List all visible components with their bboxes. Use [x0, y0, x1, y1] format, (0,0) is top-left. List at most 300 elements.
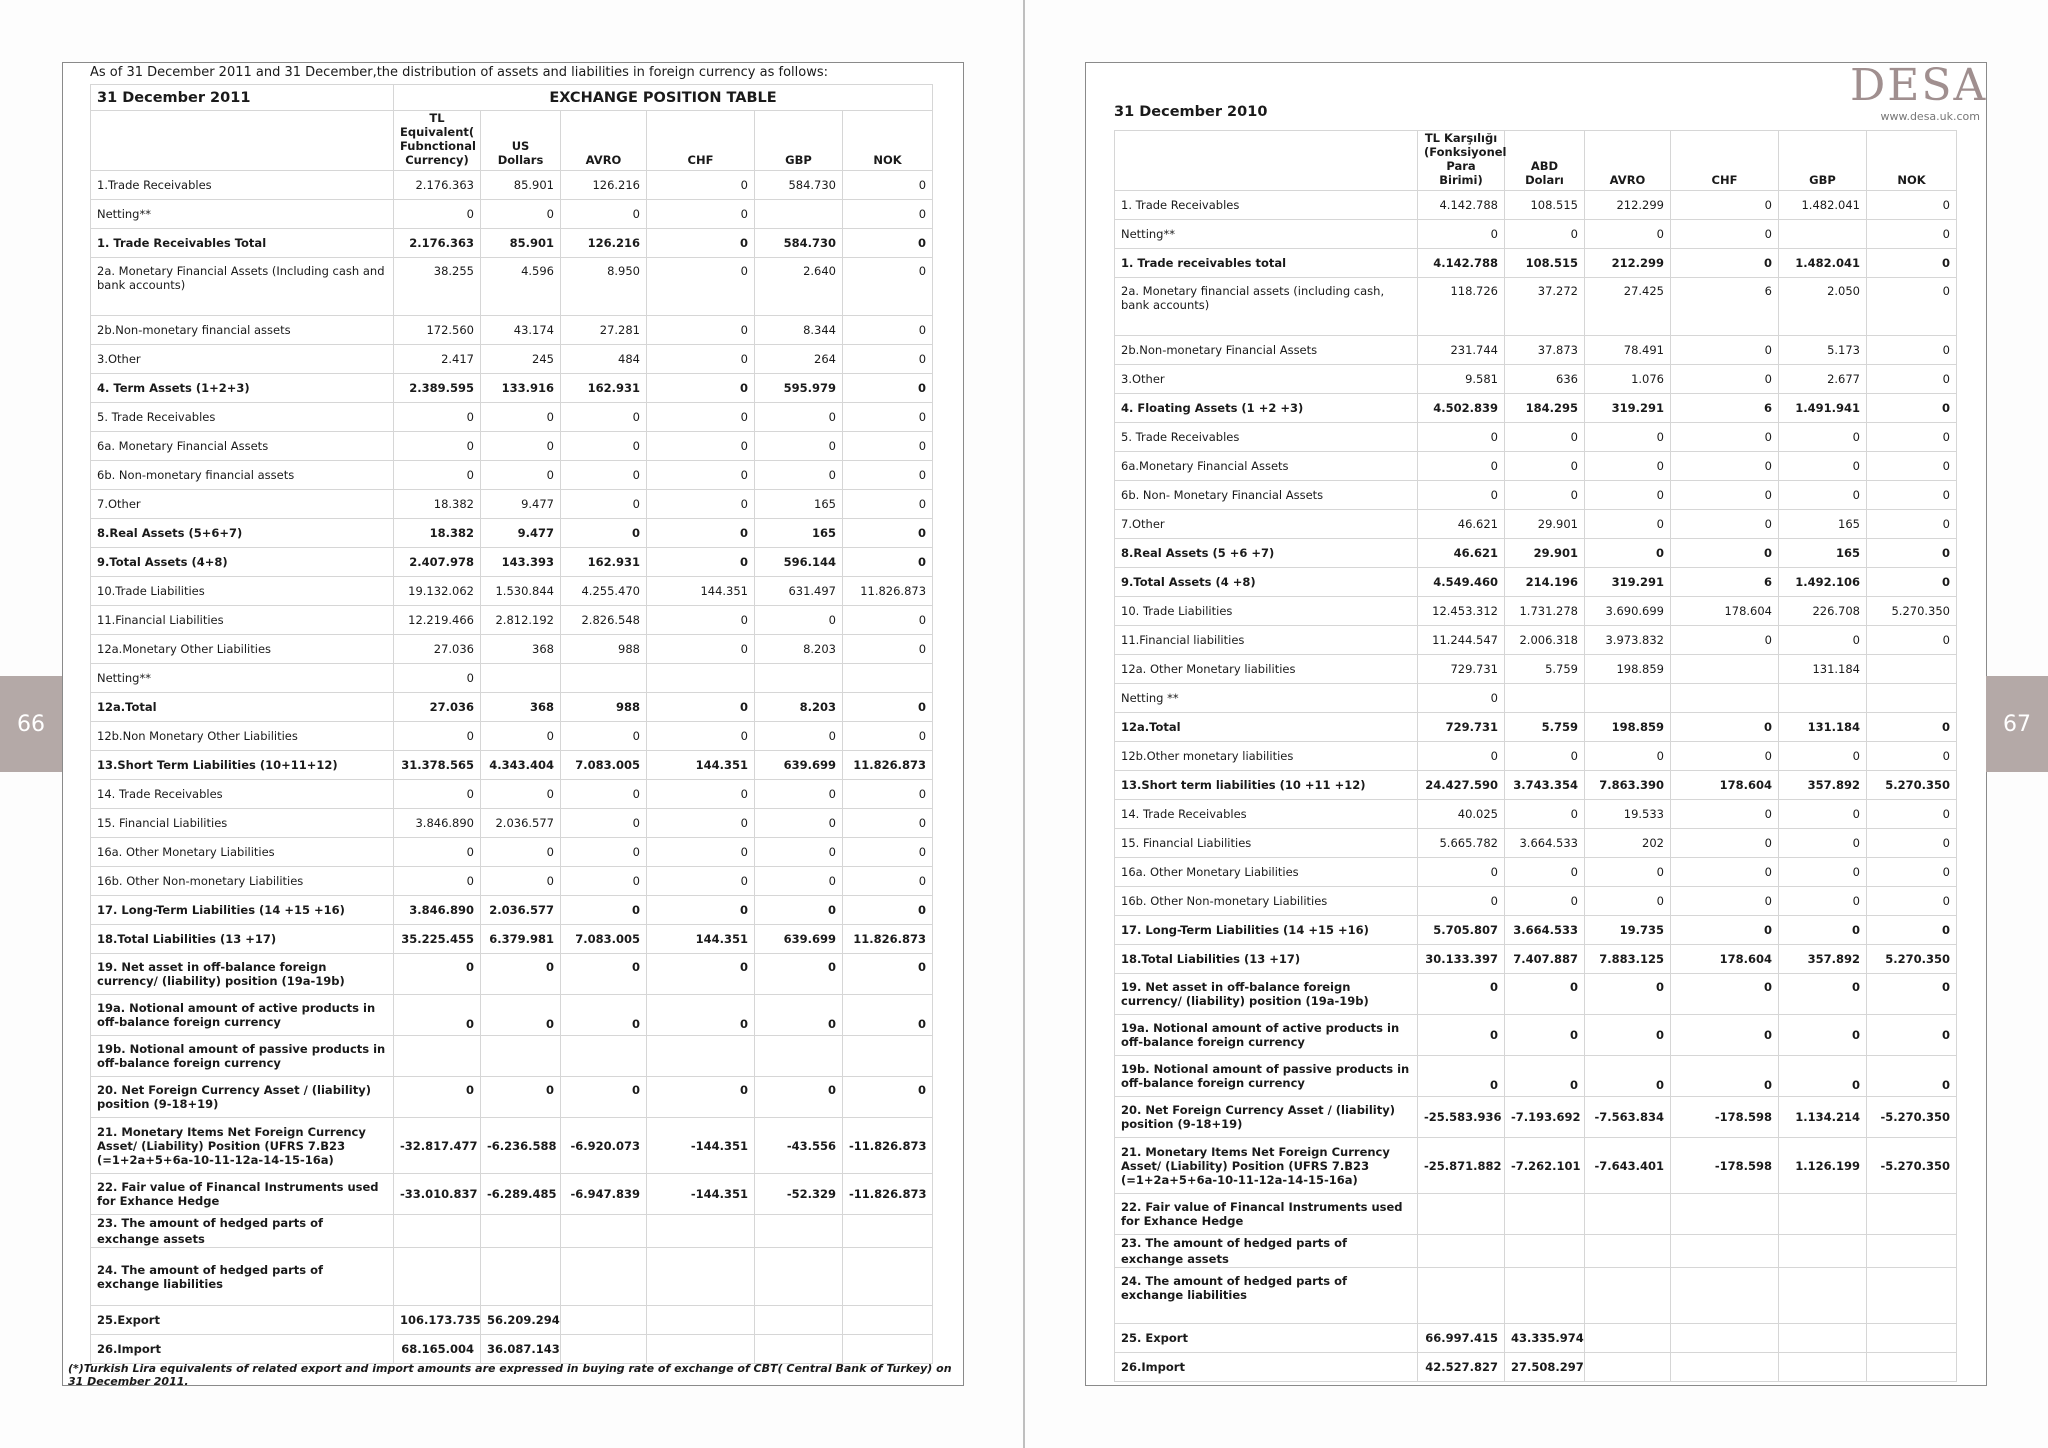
row-label: 2b.Non-monetary Financial Assets [1115, 336, 1418, 365]
row-label: 16b. Other Non-monetary Liabilities [1115, 887, 1418, 916]
table-row [1115, 191, 1957, 220]
row-label: 16a. Other Monetary Liabilities [91, 838, 394, 867]
table-cell: -11.826.873 [843, 1118, 933, 1174]
table-row [91, 954, 933, 995]
table-row [91, 995, 933, 1036]
table-row [1115, 1324, 1957, 1353]
table-cell: 0 [1671, 742, 1779, 771]
row-label: 21. Monetary Items Net Foreign Currency Asset/ (Liability) Position (UFRS 7.B23 (=1+2a+5+6a-10-11-12a-14-15-16a) [1115, 1138, 1418, 1194]
table-cell [394, 1036, 481, 1077]
table-cell: 0 [394, 867, 481, 896]
table-cell: 0 [647, 490, 755, 519]
table-cell: 0 [561, 809, 647, 838]
table-cell: 1.492.106 [1779, 568, 1867, 597]
table-cell: 0 [1671, 539, 1779, 568]
row-label: 3.Other [91, 345, 394, 374]
table-cell: 12.219.466 [394, 606, 481, 635]
table-cell: 729.731 [1418, 655, 1505, 684]
table-cell: 0 [1779, 974, 1867, 1015]
table-cell: 3.690.699 [1585, 597, 1671, 626]
table-cell: 0 [1867, 626, 1957, 655]
table-cell: 0 [647, 171, 755, 200]
row-label: 19. Net asset in off-balance foreign currency/ (liability) position (19a-19b) [91, 954, 394, 995]
table-cell: 30.133.397 [1418, 945, 1505, 974]
table-cell [1585, 1268, 1671, 1324]
table-cell: 0 [561, 954, 647, 995]
table-cell: 0 [1671, 887, 1779, 916]
table-cell: 0 [1867, 278, 1957, 336]
table-cell: 0 [481, 461, 561, 490]
table-cell: 0 [1585, 1015, 1671, 1056]
table-cell: 0 [647, 316, 755, 345]
table-cell: 0 [843, 606, 933, 635]
row-label: 25.Export [91, 1306, 394, 1335]
table-cell: -144.351 [647, 1118, 755, 1174]
table-cell: 18.382 [394, 519, 481, 548]
page-number-right: 67 [1986, 676, 2048, 772]
table-row [91, 809, 933, 838]
table-row [91, 722, 933, 751]
table-row [91, 432, 933, 461]
table-cell: 8.203 [755, 693, 843, 722]
table-cell: 0 [1867, 249, 1957, 278]
row-label: 7.Other [91, 490, 394, 519]
table-cell: 2.006.318 [1505, 626, 1585, 655]
table-cell [843, 1335, 933, 1364]
table-cell: 4.142.788 [1418, 249, 1505, 278]
table-cell: 264 [755, 345, 843, 374]
table-cell: 0 [755, 896, 843, 925]
table-cell: 8.950 [561, 258, 647, 316]
table-row [1115, 568, 1957, 597]
table-row [1115, 597, 1957, 626]
table-row [91, 519, 933, 548]
table-cell: 11.826.873 [843, 751, 933, 780]
row-label: 23. The amount of hedged parts of exchange assets [91, 1215, 394, 1248]
table-cell [481, 1248, 561, 1306]
table-cell: 8.344 [755, 316, 843, 345]
table-row [1115, 684, 1957, 713]
table-cell: 0 [843, 995, 933, 1036]
table-cell: 2.176.363 [394, 171, 481, 200]
table-cell: 0 [394, 200, 481, 229]
row-label: 18.Total Liabilities (13 +17) [91, 925, 394, 954]
table-cell: 11.244.547 [1418, 626, 1505, 655]
table-cell: 1.482.041 [1779, 249, 1867, 278]
table-cell: -43.556 [755, 1118, 843, 1174]
table-cell: 226.708 [1779, 597, 1867, 626]
table-cell: 0 [843, 171, 933, 200]
table-row [1115, 974, 1957, 1015]
table-cell: 0 [1867, 1015, 1957, 1056]
table-cell [1867, 1268, 1957, 1324]
row-label: 8.Real Assets (5 +6 +7) [1115, 539, 1418, 568]
table-cell: 7.083.005 [561, 751, 647, 780]
table-cell [1671, 1268, 1779, 1324]
row-label: 26.Import [1115, 1353, 1418, 1382]
table-cell: 198.859 [1585, 713, 1671, 742]
table-cell: 0 [394, 461, 481, 490]
table-cell: 0 [1585, 742, 1671, 771]
table-cell: 3.664.533 [1505, 829, 1585, 858]
table-cell: 0 [647, 954, 755, 995]
table-cell: 0 [647, 200, 755, 229]
table-cell: 0 [1671, 191, 1779, 220]
table-cell: 0 [1779, 742, 1867, 771]
row-label: 6a.Monetary Financial Assets [1115, 452, 1418, 481]
table-cell [1779, 1235, 1867, 1268]
table-cell: -6.289.485 [481, 1174, 561, 1215]
table-cell: 24.427.590 [1418, 771, 1505, 800]
row-label: 9.Total Assets (4 +8) [1115, 568, 1418, 597]
table-row [91, 345, 933, 374]
table-cell [755, 1036, 843, 1077]
table-cell: 27.508.297 [1505, 1353, 1585, 1382]
table-cell [843, 664, 933, 693]
table-cell: 0 [561, 403, 647, 432]
table-cell: 0 [647, 867, 755, 896]
table-cell: 631.497 [755, 577, 843, 606]
table-cell: 0 [1671, 1015, 1779, 1056]
table-cell: 126.216 [561, 171, 647, 200]
table-cell: 2.389.595 [394, 374, 481, 403]
table-cell: 0 [481, 838, 561, 867]
table-cell: 988 [561, 693, 647, 722]
header-blank [91, 111, 394, 171]
table-cell: 4.142.788 [1418, 191, 1505, 220]
table-cell: 5.270.350 [1867, 597, 1957, 626]
row-label: 19a. Notional amount of active products in off-balance foreign currency [91, 995, 394, 1036]
table-cell: -6.920.073 [561, 1118, 647, 1174]
table-cell [1671, 1235, 1779, 1268]
table-cell: 0 [1505, 742, 1585, 771]
table-cell: 0 [1867, 336, 1957, 365]
table-cell: 0 [843, 403, 933, 432]
table-cell: 5.270.350 [1867, 771, 1957, 800]
row-label: 16a. Other Monetary Liabilities [1115, 858, 1418, 887]
table-cell: 1.482.041 [1779, 191, 1867, 220]
table-cell: 0 [647, 896, 755, 925]
table-cell: 368 [481, 635, 561, 664]
table-cell: 3.743.354 [1505, 771, 1585, 800]
table-cell: 0 [1505, 481, 1585, 510]
table-cell: 144.351 [647, 925, 755, 954]
table-cell: 0 [1585, 887, 1671, 916]
table-row [91, 635, 933, 664]
table-cell: 0 [1867, 191, 1957, 220]
row-label: 25. Export [1115, 1324, 1418, 1353]
row-label: 24. The amount of hedged parts of exchange liabilities [91, 1248, 394, 1306]
table-cell [1505, 1235, 1585, 1268]
table-cell: 184.295 [1505, 394, 1585, 423]
row-label: Netting** [91, 664, 394, 693]
table-cell [1779, 1353, 1867, 1382]
table-cell: 9.477 [481, 519, 561, 548]
table-cell: 0 [1585, 423, 1671, 452]
table-row [1115, 713, 1957, 742]
table-cell: 0 [394, 780, 481, 809]
table-cell: 0 [1671, 452, 1779, 481]
table-cell: 0 [647, 635, 755, 664]
table-cell [647, 1215, 755, 1248]
column-header: NOK [843, 111, 933, 171]
row-label: 20. Net Foreign Currency Asset / (liability) position (9-18+19) [1115, 1097, 1418, 1138]
table-cell: 0 [1867, 481, 1957, 510]
table-cell: 0 [1867, 742, 1957, 771]
table-cell: 0 [755, 722, 843, 751]
table-cell: 0 [394, 954, 481, 995]
table-cell: 1.134.214 [1779, 1097, 1867, 1138]
row-label: 5. Trade Receivables [91, 403, 394, 432]
table-cell: 0 [1418, 452, 1505, 481]
table-cell: 6 [1671, 278, 1779, 336]
table-cell: 66.997.415 [1418, 1324, 1505, 1353]
table-cell: 0 [1505, 423, 1585, 452]
table-cell: 0 [1779, 452, 1867, 481]
exchange-position-table-2010 [1114, 130, 1956, 1382]
table-row [1115, 1097, 1957, 1138]
row-label: Netting** [1115, 220, 1418, 249]
table-cell: 7.863.390 [1585, 771, 1671, 800]
table-cell: 0 [1418, 423, 1505, 452]
row-label: 11.Financial Liabilities [91, 606, 394, 635]
table-cell [481, 1036, 561, 1077]
table-cell: 198.859 [1585, 655, 1671, 684]
table-row [91, 1077, 933, 1118]
table-row [91, 171, 933, 200]
table-cell: 7.407.887 [1505, 945, 1585, 974]
table-cell: 319.291 [1585, 394, 1671, 423]
table-title: EXCHANGE POSITION TABLE [394, 85, 933, 111]
row-label: 11.Financial liabilities [1115, 626, 1418, 655]
table-cell: 0 [1867, 568, 1957, 597]
table-cell [843, 1215, 933, 1248]
table-cell [561, 1248, 647, 1306]
table-cell [647, 1036, 755, 1077]
row-label: 12b.Non Monetary Other Liabilities [91, 722, 394, 751]
table-cell: 0 [1671, 510, 1779, 539]
exchange-position-table-2011 [90, 84, 932, 1364]
row-label: 2a. Monetary Financial Assets (Including cash and bank accounts) [91, 258, 394, 316]
table-cell: 0 [843, 1077, 933, 1118]
table-row [1115, 1235, 1957, 1268]
table-cell: 0 [1505, 974, 1585, 1015]
table-cell: 6 [1671, 568, 1779, 597]
table-cell [1418, 1194, 1505, 1235]
table-cell: 0 [843, 490, 933, 519]
table-cell [1779, 1194, 1867, 1235]
table-cell: 2.812.192 [481, 606, 561, 635]
table-cell: 0 [755, 461, 843, 490]
column-header: AVRO [1585, 131, 1671, 191]
table-cell: 5.665.782 [1418, 829, 1505, 858]
table-cell: 988 [561, 635, 647, 664]
table-row [1115, 220, 1957, 249]
table-cell: 6.379.981 [481, 925, 561, 954]
table-cell: 0 [1779, 626, 1867, 655]
table-cell: 0 [561, 896, 647, 925]
table-cell [1671, 655, 1779, 684]
table-cell: 0 [1505, 220, 1585, 249]
table-cell: 37.272 [1505, 278, 1585, 336]
table-cell: 8.203 [755, 635, 843, 664]
table-cell [755, 664, 843, 693]
table-cell: 5.705.807 [1418, 916, 1505, 945]
intro-text: As of 31 December 2011 and 31 December,the distribution of assets and liabilities in foreign currency as follows: [90, 65, 828, 80]
table-cell [755, 200, 843, 229]
table-row [1115, 452, 1957, 481]
table-cell: -178.598 [1671, 1097, 1779, 1138]
table-cell: 0 [1867, 220, 1957, 249]
table-cell: 596.144 [755, 548, 843, 577]
table-cell: 0 [1418, 1015, 1505, 1056]
table-cell: -52.329 [755, 1174, 843, 1215]
table-cell [1671, 1194, 1779, 1235]
table-cell: -7.643.401 [1585, 1138, 1671, 1194]
table-cell: 2.677 [1779, 365, 1867, 394]
table-cell: 5.173 [1779, 336, 1867, 365]
table-cell: 7.883.125 [1585, 945, 1671, 974]
table-cell [1585, 684, 1671, 713]
table-cell: 0 [1671, 626, 1779, 655]
table-cell: 0 [1779, 1015, 1867, 1056]
row-label: 16b. Other Non-monetary Liabilities [91, 867, 394, 896]
row-label: 1. Trade Receivables [1115, 191, 1418, 220]
table-cell: 4.255.470 [561, 577, 647, 606]
row-label: 15. Financial Liabilities [1115, 829, 1418, 858]
table-cell: 595.979 [755, 374, 843, 403]
table-cell: 40.025 [1418, 800, 1505, 829]
table-row [91, 374, 933, 403]
table-row [91, 693, 933, 722]
table-row [91, 316, 933, 345]
table-cell [1505, 1268, 1585, 1324]
table-cell: 9.581 [1418, 365, 1505, 394]
table-cell: -25.871.882 [1418, 1138, 1505, 1194]
table-cell: 212.299 [1585, 249, 1671, 278]
table-cell: 9.477 [481, 490, 561, 519]
table-cell: 0 [1505, 858, 1585, 887]
table-cell: 3.973.832 [1585, 626, 1671, 655]
table-cell: 0 [1585, 220, 1671, 249]
table-cell: 0 [647, 838, 755, 867]
table-cell: 106.173.735 [394, 1306, 481, 1335]
row-label: 22. Fair value of Financal Instruments used for Exhance Hedge [1115, 1194, 1418, 1235]
table-cell [394, 1248, 481, 1306]
table-cell: 0 [647, 722, 755, 751]
table-cell [1867, 1353, 1957, 1382]
table-cell: 584.730 [755, 229, 843, 258]
table-cell: 4.549.460 [1418, 568, 1505, 597]
row-label: 2b.Non-monetary financial assets [91, 316, 394, 345]
table-cell [394, 1215, 481, 1248]
column-header: GBP [1779, 131, 1867, 191]
table-cell: 108.515 [1505, 249, 1585, 278]
table-row [91, 1335, 933, 1364]
table-cell: 108.515 [1505, 191, 1585, 220]
table-cell: 0 [1779, 800, 1867, 829]
table-cell: 11.826.873 [843, 577, 933, 606]
table-cell: 0 [1671, 713, 1779, 742]
row-label: 23. The amount of hedged parts of exchange assets [1115, 1235, 1418, 1268]
table-cell: 0 [647, 519, 755, 548]
table-cell: 5.759 [1505, 713, 1585, 742]
table-cell: 0 [1867, 800, 1957, 829]
table-cell: 19.132.062 [394, 577, 481, 606]
table-cell [1867, 655, 1957, 684]
table-row [1115, 829, 1957, 858]
table-cell: 0 [1671, 1056, 1779, 1097]
table-cell: 143.393 [481, 548, 561, 577]
row-label: 7.Other [1115, 510, 1418, 539]
table-cell [561, 664, 647, 693]
table-cell: 0 [1418, 858, 1505, 887]
table-cell: 0 [1585, 481, 1671, 510]
table-cell [755, 1248, 843, 1306]
table-row [91, 403, 933, 432]
table-cell: 0 [1585, 452, 1671, 481]
table-cell: 11.826.873 [843, 925, 933, 954]
table-cell: 3.846.890 [394, 896, 481, 925]
table-row [91, 577, 933, 606]
table-cell: -7.262.101 [1505, 1138, 1585, 1194]
table-cell: 0 [843, 635, 933, 664]
table-cell [1505, 1194, 1585, 1235]
table-row [1115, 510, 1957, 539]
table-cell: 0 [561, 722, 647, 751]
table-cell: 0 [647, 809, 755, 838]
table-cell [1671, 1324, 1779, 1353]
table-cell: 0 [1779, 887, 1867, 916]
table-cell: 212.299 [1585, 191, 1671, 220]
table-cell: 0 [1671, 336, 1779, 365]
row-label: 1. Trade Receivables Total [91, 229, 394, 258]
row-label: 6a. Monetary Financial Assets [91, 432, 394, 461]
table-row [1115, 655, 1957, 684]
table-cell: 4.502.839 [1418, 394, 1505, 423]
table-cell: 29.901 [1505, 510, 1585, 539]
table-cell: 0 [1418, 220, 1505, 249]
table-cell: -5.270.350 [1867, 1097, 1957, 1138]
row-label: 15. Financial Liabilities [91, 809, 394, 838]
table-cell: -33.010.837 [394, 1174, 481, 1215]
table-row [1115, 771, 1957, 800]
table-cell: 0 [755, 809, 843, 838]
row-label: 17. Long-Term Liabilities (14 +15 +16) [91, 896, 394, 925]
table-cell [755, 1335, 843, 1364]
table-cell: 0 [1867, 858, 1957, 887]
table-row [1115, 1353, 1957, 1382]
table-cell: 0 [1505, 1056, 1585, 1097]
table-cell: 0 [647, 374, 755, 403]
table-cell [1671, 1353, 1779, 1382]
table-row [1115, 887, 1957, 916]
row-label: 19a. Notional amount of active products in off-balance foreign currency [1115, 1015, 1418, 1056]
row-label: 14. Trade Receivables [91, 780, 394, 809]
table-cell [755, 1215, 843, 1248]
table-cell: 0 [561, 200, 647, 229]
book-spine [1023, 0, 1025, 1448]
table-cell [1505, 684, 1585, 713]
table-cell [1671, 684, 1779, 713]
row-label: 12b.Other monetary liabilities [1115, 742, 1418, 771]
table-cell: 0 [1585, 1056, 1671, 1097]
table-cell: 0 [843, 374, 933, 403]
table-cell: 0 [1779, 423, 1867, 452]
table-cell: 0 [647, 995, 755, 1036]
column-header: NOK [1867, 131, 1957, 191]
table-row [91, 664, 933, 693]
